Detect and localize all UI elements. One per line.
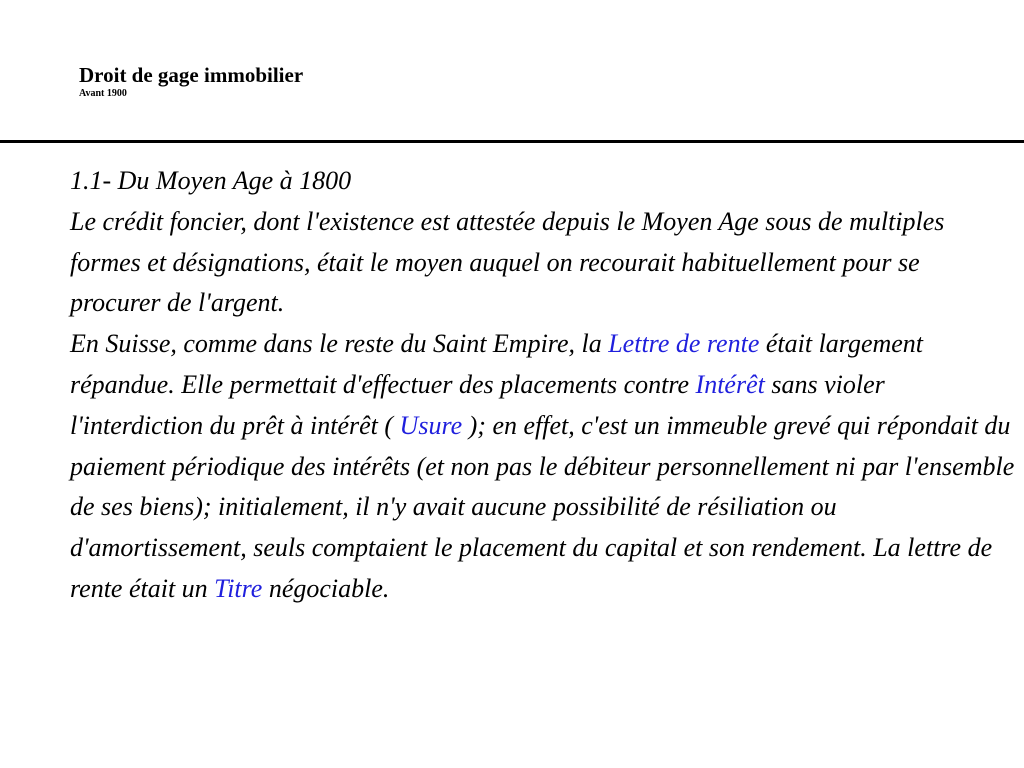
header-divider: [0, 140, 1024, 143]
slide-header: [79, 62, 303, 100]
paragraph-text: était largement répandue. Elle permettait d'effectuer des placements contre: [70, 329, 924, 399]
section-heading: 1.1- Du Moyen Age à 1800: [70, 166, 352, 195]
paragraph-credit-foncier: Le crédit foncier, dont l'existence est attestée depuis le Moyen Age sous de multiples formes et désignations, était le moyen auquel on recourait habituellement pour se procurer de l'argent.: [70, 206, 945, 318]
link-titre[interactable]: Titre: [214, 573, 263, 603]
link-interet[interactable]: Intérêt: [695, 369, 765, 399]
paragraph-text: En Suisse, comme dans le reste du Saint Empire, la: [70, 329, 609, 359]
page-title: Droit de gage immobilier: [79, 63, 304, 87]
paragraph-text: sans violer l'interdiction du prêt à intérêt (: [70, 369, 885, 440]
paragraph-suisse: [70, 324, 1015, 610]
page-subtitle: Avant 1900: [79, 88, 127, 99]
link-lettre-de-rente[interactable]: Lettre de rente: [608, 329, 760, 359]
link-usure[interactable]: Usure: [399, 410, 463, 440]
paragraph-text: ); en effet, c'est un immeuble grevé qui répondait du paiement périodique des intérêts (et non pas le débiteur personnellement ni par l'ensemble de ses biens); initialement, il n'y avait aucune possibilité de résiliation ou d'amortissement, seuls comptaient le placement du capital et son rendement. La lettre de rente était un: [70, 410, 1015, 603]
slide-body: [70, 161, 1015, 610]
paragraph-text: négociable.: [262, 573, 390, 603]
